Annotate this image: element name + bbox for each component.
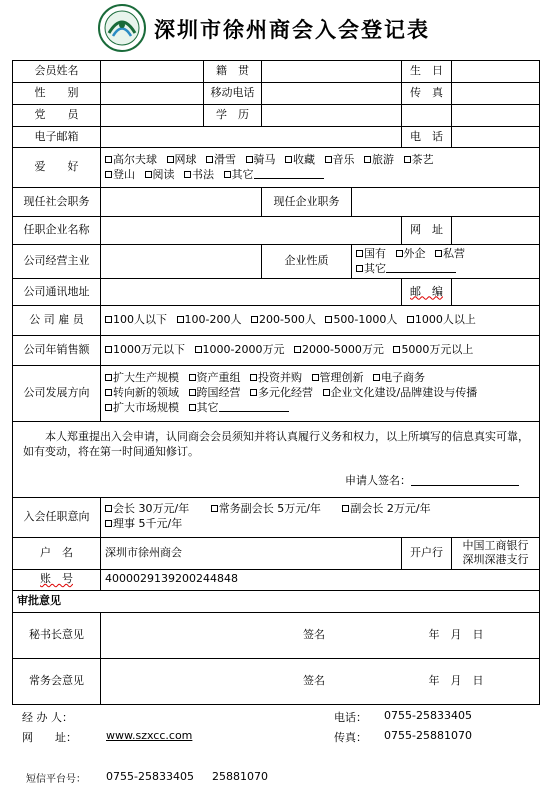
executive-opinion[interactable]: 签名 年 月 日: [101, 658, 540, 704]
hobby-option[interactable]: 登山: [105, 168, 135, 183]
sales-option[interactable]: 5000万元以上: [393, 343, 473, 358]
nature-option[interactable]: 国有: [356, 247, 386, 262]
sales-option[interactable]: 1000万元以下: [105, 343, 185, 358]
footer-fax: 0755-25881070: [384, 729, 472, 742]
row-direction: [13, 366, 540, 422]
hometown-label: 籍 贯: [204, 61, 262, 83]
row-sales: [13, 336, 540, 366]
checkbox-icon: [189, 374, 196, 381]
checkbox-icon: [145, 171, 152, 178]
intent-label: 入会任职意向: [13, 497, 101, 537]
approval-heading: 审批意见: [13, 590, 540, 612]
nature-option-other[interactable]: 其它: [356, 262, 456, 277]
checkbox-icon: [105, 171, 112, 178]
checkbox-icon: [250, 374, 257, 381]
checkbox-icon: [105, 156, 112, 163]
applicant-signature: 申请人签名：: [23, 474, 529, 493]
checkbox-icon: [105, 346, 112, 353]
checkbox-icon: [435, 250, 442, 257]
fax-field[interactable]: [452, 83, 540, 105]
phone-label: 电 话: [402, 127, 452, 148]
statement-cell: [13, 422, 540, 498]
intent-options: [101, 497, 540, 537]
other-blank[interactable]: [219, 403, 289, 412]
checkbox-icon: [373, 374, 380, 381]
address-field[interactable]: [101, 279, 402, 306]
birthday-field[interactable]: [452, 61, 540, 83]
direction-option-other[interactable]: 其它: [189, 401, 289, 416]
row-gender: [13, 83, 540, 105]
checkbox-icon: [246, 156, 253, 163]
company-post-field[interactable]: [352, 188, 540, 217]
hometown-field[interactable]: [262, 61, 402, 83]
employee-option[interactable]: 100人以下: [105, 313, 167, 328]
gender-label: 性 别: [13, 83, 101, 105]
row-company: [13, 217, 540, 245]
direction-option[interactable]: 品牌建设与传播: [400, 386, 478, 400]
row-posts: [13, 188, 540, 217]
social-post-label: 现任社会职务: [13, 188, 101, 217]
direction-label: 公司发展方向: [13, 366, 101, 422]
checkbox-icon: [177, 316, 184, 323]
checkbox-icon: [195, 346, 202, 353]
account-name-label: 户 名: [13, 537, 101, 569]
bank-label: 开户行: [402, 537, 452, 569]
hobby-option[interactable]: 书法: [184, 168, 214, 183]
website-field[interactable]: [452, 217, 540, 245]
footer-website-label: 网 址：: [22, 731, 77, 744]
name-field[interactable]: [101, 61, 204, 83]
direction-option[interactable]: 资产重组: [189, 371, 241, 386]
party-field[interactable]: [101, 105, 204, 127]
hobby-option[interactable]: 旅游: [364, 153, 394, 168]
checkbox-icon: [356, 250, 363, 257]
checkbox-icon: [105, 316, 112, 323]
sms-label: 短信平台号：: [26, 774, 86, 785]
hobby-option[interactable]: 高尔夫球: [105, 153, 157, 168]
sales-option[interactable]: 2000-5000万元: [294, 343, 384, 358]
checkbox-icon: [323, 389, 330, 396]
account-name-value: 深圳市徐州商会: [101, 537, 402, 569]
direction-option[interactable]: 扩大生产规模: [105, 371, 179, 386]
employee-option[interactable]: 1000人以上: [407, 313, 476, 328]
row-account-name: [13, 537, 540, 569]
business-label: 公司经营主业: [13, 245, 101, 279]
name-label: 会员姓名: [13, 61, 101, 83]
sales-option[interactable]: 1000-2000万元: [195, 343, 285, 358]
hobby-option-other[interactable]: 其它: [224, 168, 324, 183]
mobile-label: 移动电话: [204, 83, 262, 105]
direction-option[interactable]: 多元化经营: [250, 386, 313, 401]
checkbox-icon: [167, 156, 174, 163]
row-hobbies: [13, 148, 540, 188]
intent-option[interactable]: 副会长 2万元/年: [342, 502, 430, 517]
social-post-field[interactable]: [101, 188, 262, 217]
handler-label: 经 办 人：: [22, 711, 73, 724]
row-secretary: [13, 612, 540, 658]
postcode-label: 邮 编: [402, 279, 452, 306]
direction-option[interactable]: 电子商务: [373, 371, 425, 386]
mobile-field[interactable]: [262, 83, 402, 105]
nature-options: [352, 245, 540, 279]
checkbox-icon: [105, 389, 112, 396]
intent-option[interactable]: 常务副会长 5万元/年: [211, 502, 321, 517]
birthday-label: 生 日: [402, 61, 452, 83]
registration-form-table: [12, 60, 540, 705]
hobby-option[interactable]: 网球: [167, 153, 197, 168]
checkbox-icon: [325, 316, 332, 323]
nature-label: 企业性质: [262, 245, 352, 279]
checkbox-icon: [184, 171, 191, 178]
row-executive: [13, 658, 540, 704]
row-intent: [13, 497, 540, 537]
employee-options: [101, 306, 540, 336]
checkbox-icon: [342, 505, 349, 512]
row-statement: [13, 422, 540, 498]
direction-option[interactable]: 跨国经营: [189, 386, 241, 401]
education-field[interactable]: [262, 105, 402, 127]
checkbox-icon: [325, 156, 332, 163]
website-label: 网 址: [402, 217, 452, 245]
row-email: [13, 127, 540, 148]
hobbies-options: [101, 148, 540, 188]
statement-text: 本人郑重提出入会申请，认同商会会员须知并将认真履行义务和权力，以上所填写的信息真实可靠，如有变动，将在第一时间通知修订。: [23, 430, 529, 458]
checkbox-icon: [206, 156, 213, 163]
footer-fax-label: 传真：: [334, 731, 367, 744]
hobby-option[interactable]: 音乐: [325, 153, 355, 168]
checkbox-icon: [356, 265, 363, 272]
email-field[interactable]: [101, 127, 402, 148]
party-label: 党 员: [13, 105, 101, 127]
checkbox-icon: [211, 505, 218, 512]
employee-option[interactable]: 200-500人: [251, 313, 316, 328]
footer-phone: 0755-25833405: [384, 709, 472, 722]
row-name: [13, 61, 540, 83]
sms-number-1: 0755-25833405: [106, 770, 194, 783]
checkbox-icon: [294, 346, 301, 353]
hobby-option[interactable]: 收藏: [285, 153, 315, 168]
intent-option[interactable]: 会长 30万元/年: [105, 502, 189, 517]
company-name-label: 任职企业名称: [13, 217, 101, 245]
employees-label: 公 司 雇 员: [13, 306, 101, 336]
checkbox-icon: [407, 316, 414, 323]
checkbox-icon: [312, 374, 319, 381]
account-number-label: 账 号: [13, 569, 101, 590]
business-field[interactable]: [101, 245, 262, 279]
intent-option[interactable]: 理事 5千元/年: [105, 517, 182, 532]
row-approval: [13, 590, 540, 612]
chamber-logo-icon: [97, 3, 147, 53]
account-number-value: 4000029139200244848: [101, 569, 540, 590]
employee-option[interactable]: 100-200人: [177, 313, 242, 328]
executive-label: 常务会意见: [13, 658, 101, 704]
company-post-label: 现任企业职务: [262, 188, 352, 217]
bank-value: 中国工商银行 深圳深港支行: [452, 537, 540, 569]
footer-phone-label: 电话：: [334, 711, 367, 724]
direction-option[interactable]: 转向新的领域: [105, 386, 179, 401]
checkbox-icon: [396, 250, 403, 257]
checkbox-icon: [393, 346, 400, 353]
form-title: 深圳市徐州商会入会登记表: [154, 17, 430, 42]
row-business: [13, 245, 540, 279]
direction-option[interactable]: 投资并购: [250, 371, 302, 386]
nature-option[interactable]: 私营: [435, 247, 465, 262]
applicant-signature-blank[interactable]: [411, 475, 519, 486]
hobby-option[interactable]: 滑雪: [206, 153, 236, 168]
checkbox-icon: [404, 156, 411, 163]
row-party: [13, 105, 540, 127]
hobbies-label: 爱 好: [13, 148, 101, 188]
checkbox-icon: [189, 404, 196, 411]
checkbox-icon: [105, 505, 112, 512]
phone-field[interactable]: [452, 127, 540, 148]
checkbox-icon: [105, 404, 112, 411]
direction-option[interactable]: 扩大市场规模: [105, 401, 179, 416]
hobby-option[interactable]: 骑马: [246, 153, 276, 168]
direction-option[interactable]: 管理创新: [312, 371, 364, 386]
checkbox-icon: [189, 389, 196, 396]
employee-option[interactable]: 500-1000人: [325, 313, 397, 328]
education-label: 学 历: [204, 105, 262, 127]
nature-option[interactable]: 外企: [396, 247, 426, 262]
checkbox-icon: [105, 520, 112, 527]
company-name-field[interactable]: [101, 217, 402, 245]
checkbox-icon: [364, 156, 371, 163]
sales-options: [101, 336, 540, 366]
row-employees: [13, 306, 540, 336]
checkbox-icon: [224, 171, 231, 178]
checkbox-icon: [251, 316, 258, 323]
row-account-number: [13, 569, 540, 590]
secretary-label: 秘书长意见: [13, 612, 101, 658]
hobby-option[interactable]: 阅读: [145, 168, 175, 183]
form-header: [0, 0, 557, 60]
footer-website-link[interactable]: www.szxcc.com: [106, 729, 193, 742]
direction-options: 扩大生产规模 资产重组 投资并购 管理创新 电子商务 转向新的领域 跨国经营 多元化经营 企业文化建设/品牌建设与传播 扩大市场规模 其它: [101, 366, 540, 422]
gender-field[interactable]: [101, 83, 204, 105]
postcode-field[interactable]: [452, 279, 540, 306]
sms-number-2: 25881070: [212, 770, 268, 783]
sales-label: 公司年销售额: [13, 336, 101, 366]
email-label: 电子邮箱: [13, 127, 101, 148]
other-blank[interactable]: [254, 170, 324, 179]
hobby-option[interactable]: 茶艺: [404, 153, 434, 168]
secretary-opinion[interactable]: 签名 年 月 日: [101, 612, 540, 658]
address-label: 公司通讯地址: [13, 279, 101, 306]
other-blank[interactable]: [386, 264, 456, 273]
checkbox-icon: [285, 156, 292, 163]
row-address: [13, 279, 540, 306]
fax-label: 传 真: [402, 83, 452, 105]
checkbox-icon: [250, 389, 257, 396]
checkbox-icon: [105, 374, 112, 381]
direction-option[interactable]: 企业文化建设: [323, 386, 397, 401]
